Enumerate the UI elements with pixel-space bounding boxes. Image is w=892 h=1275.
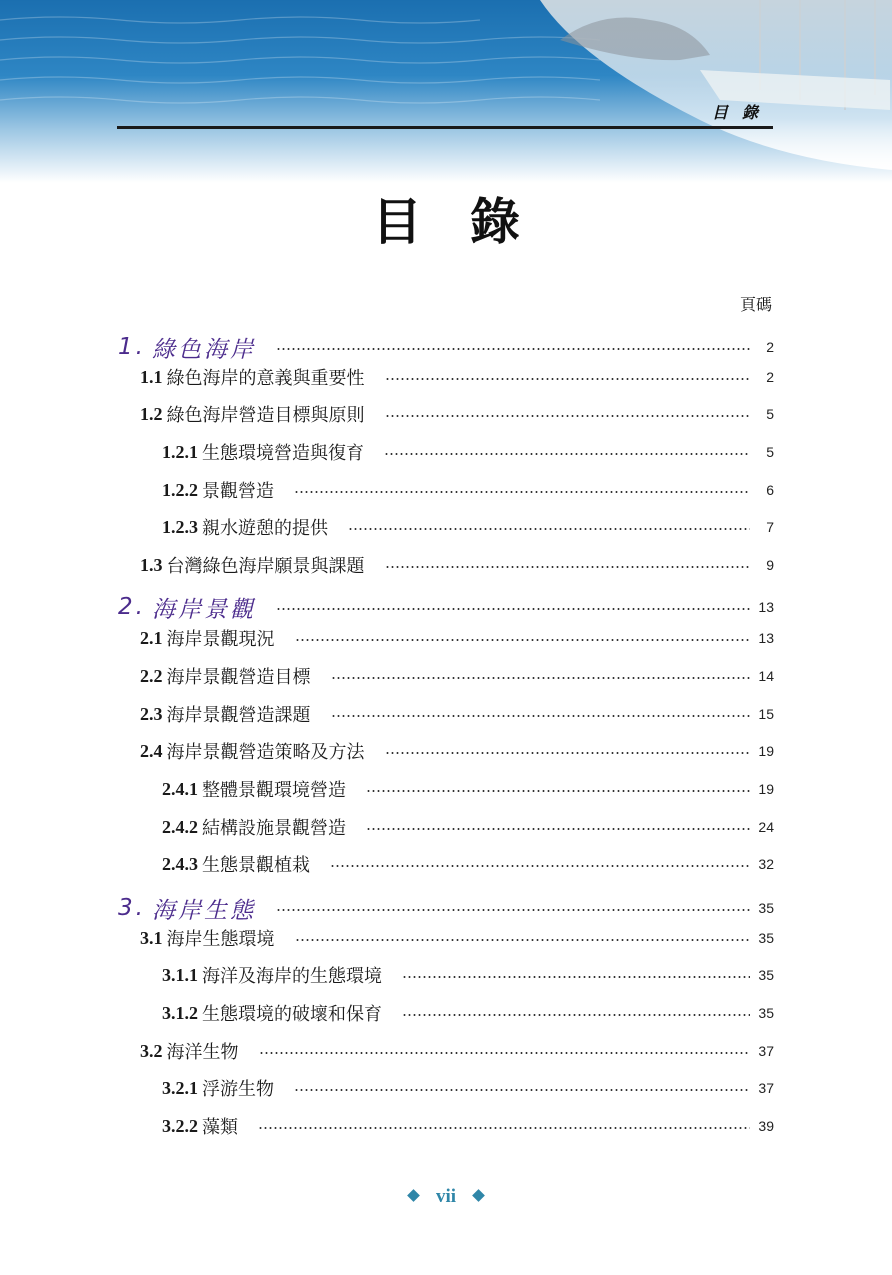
toc-entry-title: 藻類	[202, 1117, 238, 1138]
toc-entry-number: 1.	[118, 334, 146, 360]
toc-entry-number: 2.1	[140, 627, 163, 648]
toc-entry-page: 15	[758, 706, 774, 722]
toc-entry[interactable]	[162, 437, 774, 467]
header-rule	[117, 126, 773, 129]
toc-entry-title: 海洋生物	[166, 1042, 239, 1063]
toc-entry-title: 海岸景觀營造目標	[166, 667, 311, 688]
toc-entry-title: 海岸生態環境	[166, 929, 275, 950]
toc-entry[interactable]	[162, 960, 774, 990]
toc-entry-number: 1.2.2	[162, 479, 198, 500]
toc-entry[interactable]	[118, 893, 774, 923]
toc-entry[interactable]	[140, 736, 774, 766]
toc-entry-page: 5	[766, 444, 774, 460]
toc-entry-page: 35	[758, 930, 774, 946]
toc-entry-title: 綠色海岸的意義與重要性	[166, 368, 365, 389]
toc-entry-number: 2.4	[140, 740, 163, 761]
toc-leader-dots	[258, 1127, 750, 1129]
toc-entry-number: 3.2	[140, 1040, 163, 1061]
toc-entry[interactable]	[140, 623, 774, 653]
toc-entry[interactable]	[162, 512, 774, 542]
toc-entry-page: 14	[758, 668, 774, 684]
toc-entry-page: 2	[766, 369, 774, 385]
toc-entry[interactable]	[140, 1036, 774, 1066]
toc-entry[interactable]	[140, 661, 774, 691]
toc-entry-title: 台灣綠色海岸願景與課題	[166, 556, 365, 577]
toc-leader-dots	[276, 348, 750, 350]
toc-entry[interactable]	[162, 812, 774, 842]
toc-entry-number: 1.1	[140, 366, 163, 387]
toc-entry-title: 海岸生態	[151, 897, 256, 924]
toc-leader-dots	[276, 608, 750, 610]
toc-entry-title: 生態景觀植栽	[202, 855, 310, 876]
toc-entry-title: 親水遊憩的提供	[202, 518, 328, 539]
toc-entry-number: 2.3	[140, 703, 163, 724]
toc-entry-number: 3.1	[140, 927, 163, 948]
toc-entry[interactable]	[162, 475, 774, 505]
toc-entry-page: 19	[758, 781, 774, 797]
toc-entry-title: 結構設施景觀營造	[202, 818, 346, 839]
toc-entry-number: 2.	[118, 594, 146, 620]
toc-entry-page: 32	[758, 856, 774, 872]
toc-entry-page: 37	[758, 1043, 774, 1059]
toc-entry-title: 綠色海岸營造目標與原則	[166, 405, 365, 426]
toc-entry-title: 生態環境營造與復育	[202, 443, 364, 464]
toc-entry-page: 35	[758, 967, 774, 983]
toc-entry-title: 海洋及海岸的生態環境	[202, 966, 382, 987]
toc-entry-number: 1.2	[140, 403, 163, 424]
toc-entry[interactable]	[162, 998, 774, 1028]
toc-leader-dots	[385, 378, 751, 380]
toc-entry-title: 綠色海岸	[151, 336, 256, 363]
toc-entry-title: 生態環境的破壞和保育	[202, 1004, 382, 1025]
toc-entry-title: 海岸景觀營造策略及方法	[166, 742, 365, 763]
toc-entry-number: 2.2	[140, 665, 163, 686]
toc-entry-number: 3.2.1	[162, 1077, 198, 1098]
page-number: vii	[435, 1186, 457, 1207]
toc-entry-page: 13	[758, 599, 774, 615]
toc-entry[interactable]	[162, 774, 774, 804]
toc-leader-dots	[384, 453, 750, 455]
toc-entry-page: 24	[758, 819, 774, 835]
toc-leader-dots	[259, 1052, 751, 1054]
toc-entry-page: 19	[758, 743, 774, 759]
toc-entry[interactable]	[118, 592, 774, 622]
toc-leader-dots	[295, 939, 751, 941]
toc-entry[interactable]	[140, 550, 774, 580]
toc-entry[interactable]	[162, 1073, 774, 1103]
toc-entry-title: 海岸景觀現況	[166, 629, 275, 650]
toc-entry-title: 景觀營造	[202, 481, 274, 502]
toc-entry-number: 2.4.1	[162, 778, 198, 799]
toc-entry-page: 37	[758, 1080, 774, 1096]
toc-entry[interactable]	[162, 849, 774, 879]
header-chapter-label: 目錄	[711, 103, 772, 122]
toc-leader-dots	[366, 828, 750, 830]
toc-entry[interactable]	[140, 362, 774, 392]
toc-entry-number: 3.	[118, 895, 146, 921]
toc-leader-dots	[385, 415, 751, 417]
toc-leader-dots	[385, 752, 751, 754]
toc-leader-dots	[402, 1014, 750, 1016]
page-footer	[0, 1186, 892, 1208]
diamond-icon	[472, 1189, 485, 1202]
toc-entry[interactable]	[162, 1111, 774, 1141]
toc-entry-page: 13	[758, 630, 774, 646]
toc-entry-page: 6	[766, 482, 774, 498]
toc-entry-page: 2	[766, 339, 774, 355]
toc-leader-dots	[366, 790, 750, 792]
toc-entry-title: 浮游生物	[202, 1079, 274, 1100]
page-title: 目錄	[372, 193, 568, 251]
toc-entry[interactable]	[140, 923, 774, 953]
toc-entry[interactable]	[118, 332, 774, 362]
toc-leader-dots	[294, 491, 750, 493]
toc-entry-number: 1.2.1	[162, 441, 198, 462]
toc-leader-dots	[330, 865, 750, 867]
toc-entry-title: 海岸景觀	[151, 596, 256, 623]
toc-entry-page: 5	[766, 406, 774, 422]
toc-entry-title: 整體景觀環境營造	[202, 780, 346, 801]
toc-entry-title: 海岸景觀營造課題	[166, 705, 311, 726]
toc-leader-dots	[331, 677, 751, 679]
toc-leader-dots	[348, 528, 750, 530]
diamond-icon	[407, 1189, 420, 1202]
toc-entry-page: 39	[758, 1118, 774, 1134]
toc-entry-number: 1.3	[140, 554, 163, 575]
toc-leader-dots	[295, 639, 751, 641]
toc-entry-number: 3.2.2	[162, 1115, 198, 1136]
toc-leader-dots	[385, 566, 751, 568]
toc-entry-page: 7	[766, 519, 774, 535]
toc-leader-dots	[331, 715, 751, 717]
toc-leader-dots	[276, 909, 750, 911]
toc-entry-number: 3.1.1	[162, 964, 198, 985]
toc-entry-number: 2.4.2	[162, 816, 198, 837]
toc-entry-number: 2.4.3	[162, 853, 198, 874]
toc-entry-page: 35	[758, 1005, 774, 1021]
toc-entry-number: 1.2.3	[162, 516, 198, 537]
toc-entry[interactable]	[140, 699, 774, 729]
toc-entry-number: 3.1.2	[162, 1002, 198, 1023]
toc-entry-page: 35	[758, 900, 774, 916]
toc-entry[interactable]	[140, 399, 774, 429]
page-column-label: 頁碼	[739, 295, 772, 314]
toc-leader-dots	[402, 976, 750, 978]
toc-leader-dots	[294, 1089, 750, 1091]
toc-entry-page: 9	[766, 557, 774, 573]
